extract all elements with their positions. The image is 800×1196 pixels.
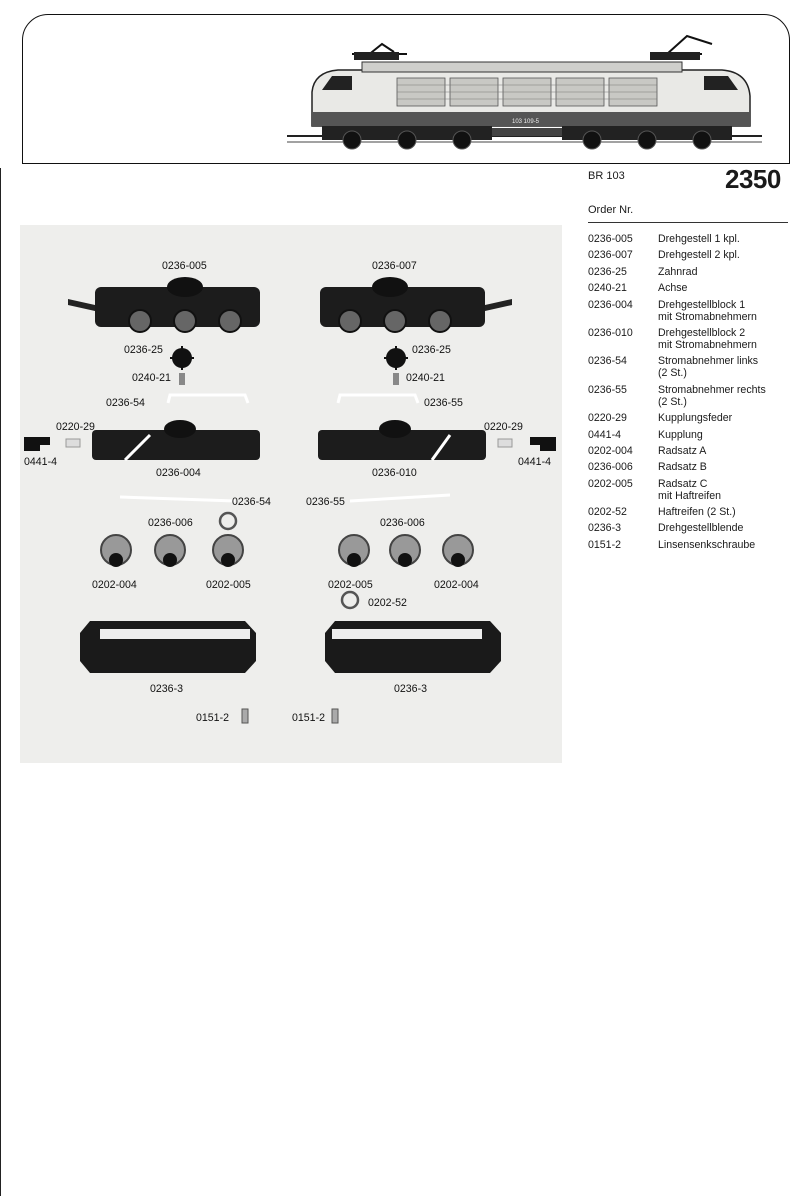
- part-description: Zahnrad: [658, 265, 698, 278]
- part-number: 0236-25: [588, 265, 627, 278]
- part-number: 0236-010: [588, 326, 633, 339]
- part-description: Radsatz A: [658, 444, 707, 457]
- part-description: Drehgestell 1 kpl.: [658, 233, 740, 245]
- loco-number-text: 103 109-5: [512, 119, 540, 125]
- label-gear-left: 0236-25: [124, 344, 163, 356]
- bogie-2-shape: [320, 277, 512, 332]
- part-description-line2: mit Stromabnehmern: [658, 338, 757, 351]
- parts-list-item: [588, 539, 793, 551]
- part-number: 0220-29: [588, 412, 627, 425]
- label-bogie-2: 0236-007: [372, 260, 417, 272]
- part-description-line2: (2 St.): [658, 367, 687, 380]
- parts-drawing: [20, 225, 562, 763]
- part-description: Drehgestellblende: [658, 522, 744, 535]
- part-description: Kupplung: [658, 428, 703, 441]
- order-rule: [588, 222, 788, 223]
- left-margin-rule: [0, 168, 1, 1196]
- part-description: [658, 478, 793, 502]
- label-pickup-left-bottom: 0236-54: [232, 496, 271, 508]
- label-screw-right: 0151-2: [292, 712, 325, 724]
- part-number: 0441-4: [588, 428, 621, 441]
- model-label: BR 103: [588, 170, 625, 182]
- parts-list-item: [588, 478, 793, 502]
- part-description: [658, 355, 793, 379]
- label-bogie-1: 0236-005: [162, 260, 207, 272]
- label-tyre: 0202-52: [368, 597, 407, 609]
- label-pickup-right: 0236-55: [424, 397, 463, 409]
- parts-list-item: [588, 299, 793, 323]
- label-frame-right: 0236-3: [394, 683, 427, 695]
- part-description: [658, 384, 793, 408]
- part-number: 0236-54: [588, 355, 627, 368]
- part-number: 0202-004: [588, 444, 633, 457]
- parts-list: [588, 233, 793, 555]
- label-wheelset-b-right: 0236-006: [380, 517, 425, 529]
- parts-list-item: [588, 384, 793, 408]
- part-number: 0236-3: [588, 522, 621, 535]
- parts-list-item: [588, 249, 793, 261]
- part-number: 0151-2: [588, 538, 621, 551]
- parts-list-item: [588, 327, 793, 351]
- part-description-line2: (2 St.): [658, 395, 687, 408]
- label-wheelset-c-right: 0202-005: [328, 579, 373, 591]
- parts-list-item: [588, 522, 793, 534]
- part-description-line1: Drehgestellblock 1: [658, 298, 746, 311]
- parts-list-item: [588, 282, 793, 294]
- label-wheelset-b-left: 0236-006: [148, 517, 193, 529]
- label-pickup-right-bottom: 0236-55: [306, 496, 345, 508]
- part-number: 0236-55: [588, 383, 627, 396]
- label-frame-left: 0236-3: [150, 683, 183, 695]
- parts-list-item: [588, 429, 793, 441]
- label-wheelset-c-left: 0202-005: [206, 579, 251, 591]
- label-wheelset-a-left: 0202-004: [92, 579, 137, 591]
- label-coupler-right: 0441-4: [518, 456, 551, 468]
- part-description: Drehgestell 2 kpl.: [658, 249, 740, 262]
- label-axle-right: 0240-21: [406, 372, 445, 384]
- parts-list-item: [588, 266, 793, 278]
- exploded-parts-photo: [20, 225, 562, 763]
- label-spring-left: 0220-29: [56, 421, 95, 433]
- parts-list-item: [588, 445, 793, 457]
- part-number: 0236-006: [588, 461, 633, 474]
- part-description: Linsensenkschraube: [658, 538, 756, 551]
- part-description: Haftreifen (2 St.): [658, 506, 736, 519]
- label-axle-left: 0240-21: [132, 372, 171, 384]
- label-pickup-left: 0236-54: [106, 397, 145, 409]
- parts-list-item: [588, 506, 793, 518]
- parts-list-item: [588, 412, 793, 424]
- part-number: 0236-004: [588, 298, 633, 311]
- part-number: 0236-007: [588, 249, 633, 262]
- part-description: Radsatz B: [658, 461, 707, 474]
- parts-list-item: [588, 355, 793, 379]
- order-heading: Order Nr.: [588, 204, 634, 216]
- label-screw-left: 0151-2: [196, 712, 229, 724]
- part-description-line1: Radsatz C: [658, 477, 708, 490]
- label-spring-right: 0220-29: [484, 421, 523, 433]
- part-description: [658, 299, 793, 323]
- parts-list-item: [588, 461, 793, 473]
- locomotive-illustration: [22, 14, 790, 166]
- part-number: 0202-52: [588, 506, 627, 519]
- part-number: 0240-21: [588, 282, 627, 295]
- bogie-1-shape: [68, 277, 260, 332]
- part-description-line2: mit Stromabnehmern: [658, 310, 757, 323]
- part-number: 0202-005: [588, 477, 633, 490]
- part-description-line2: mit Haftreifen: [658, 489, 721, 502]
- article-number: 2350: [725, 164, 781, 194]
- part-description: Kupplungsfeder: [658, 412, 733, 425]
- part-number: 0236-005: [588, 233, 633, 245]
- part-description: Achse: [658, 282, 688, 295]
- part-description-line1: Stromabnehmer rechts: [658, 383, 766, 396]
- parts-list-item: [588, 233, 793, 245]
- label-block-1: 0236-004: [156, 467, 201, 479]
- label-block-2: 0236-010: [372, 467, 417, 479]
- label-gear-right: 0236-25: [412, 344, 451, 356]
- part-description: [658, 327, 793, 351]
- label-wheelset-a-right: 0202-004: [434, 579, 479, 591]
- part-description-line1: Stromabnehmer links: [658, 355, 759, 368]
- label-coupler-left: 0441-4: [24, 456, 57, 468]
- part-description-line1: Drehgestellblock 2: [658, 326, 746, 339]
